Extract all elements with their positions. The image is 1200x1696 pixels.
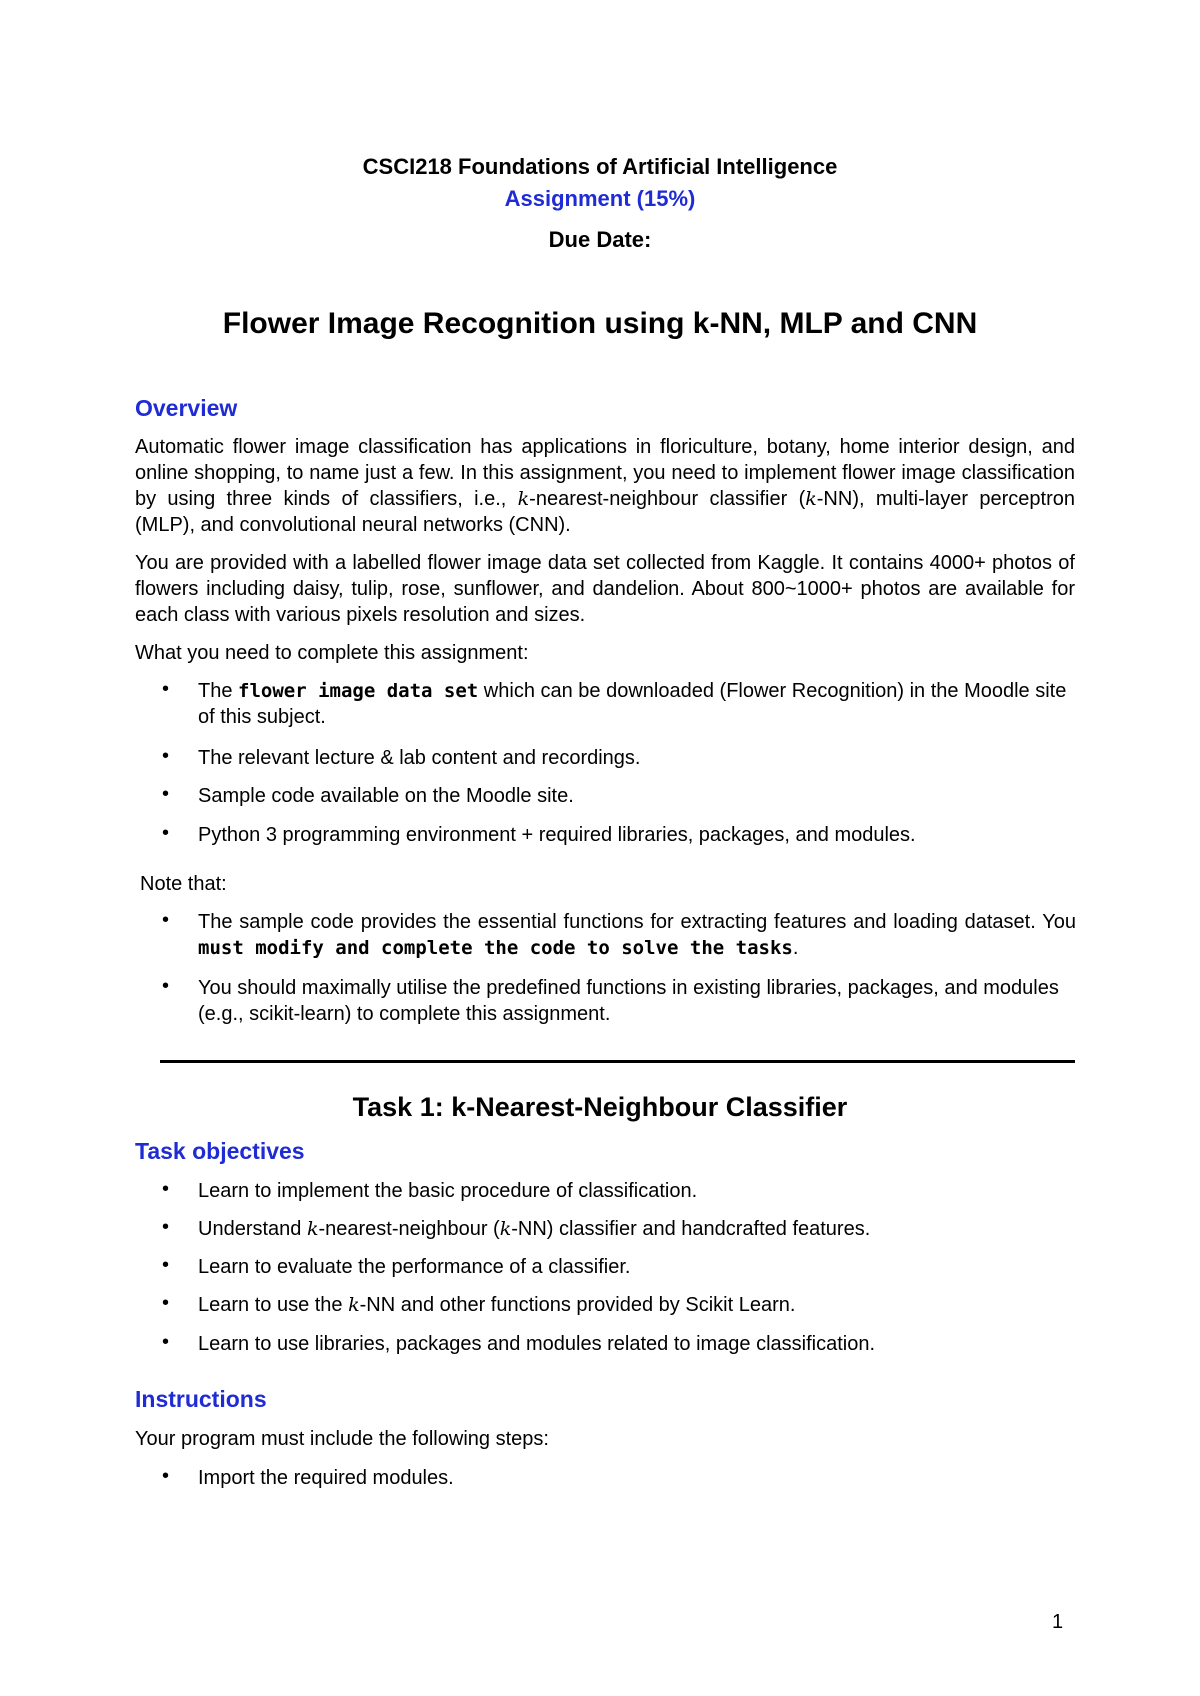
overview-paragraph-3: What you need to complete this assignment: <box>135 642 529 664</box>
assignment-weight: Assignment (15%) <box>504 186 696 211</box>
document-title: Flower Image Recognition using k-NN, MLP and CNN <box>222 307 978 340</box>
bullet-icon: • <box>162 909 170 931</box>
bullet-icon: • <box>162 1178 170 1200</box>
overview-paragraph-1: Automatic flower image classification has applications in floriculture, botany, home interior design, and online shopping, to name just a few. In this assignment, you need to implement flower image classification by using three kinds of classifiers, i.e., k-nearest-neighbour classifier (k-NN), multi-layer perceptron (MLP), and convolutional neural networks (CNN). <box>135 436 1076 536</box>
list-item: Learn to implement the basic procedure of classification. <box>198 1180 698 1202</box>
list-item: The sample code provides the essential functions for extracting features and loading dataset. You must modify and complete the code to solve the tasks. <box>198 911 1076 959</box>
bullet-icon: • <box>162 1465 170 1487</box>
list-item: The flower image data set which can be downloaded (Flower Recognition) in the Moodle site of this subject. <box>198 680 1067 728</box>
list-item: Learn to use libraries, packages and modules related to image classification. <box>198 1333 876 1355</box>
list-item: Understand k-nearest-neighbour (k-NN) classifier and handcrafted features. <box>198 1218 871 1240</box>
list-item: Learn to evaluate the performance of a classifier. <box>198 1256 631 1278</box>
bullet-icon: • <box>162 1331 170 1353</box>
list-item: Learn to use the k-NN and other functions provided by Scikit Learn. <box>198 1294 796 1316</box>
task-objectives-heading: Task objectives <box>135 1138 305 1164</box>
bullet-icon: • <box>162 678 170 700</box>
list-item: Import the required modules. <box>198 1467 454 1489</box>
instructions-heading: Instructions <box>135 1386 267 1412</box>
course-title: CSCI218 Foundations of Artificial Intelligence <box>362 154 838 179</box>
bullet-icon: • <box>162 1254 170 1276</box>
list-item: The relevant lecture & lab content and recordings. <box>198 747 641 769</box>
bullet-icon: • <box>162 1292 170 1314</box>
overview-paragraph-2: You are provided with a labelled flower image data set collected from Kaggle. It contains 4000+ photos of flowers including daisy, tulip, rose, sunflower, and dandelion. About 800~1000+ photos are available for each class with various pixels resolution and sizes. <box>135 552 1075 626</box>
section-divider <box>160 1060 1075 1063</box>
bullet-icon: • <box>162 783 170 805</box>
bullet-icon: • <box>162 975 170 997</box>
instructions-intro: Your program must include the following steps: <box>135 1428 549 1450</box>
due-date: Due Date: <box>548 227 652 252</box>
list-item: You should maximally utilise the predefined functions in existing libraries, packages, and modules (e.g., scikit-learn) to complete this assignment. <box>198 977 1059 1025</box>
list-item: Python 3 programming environment + required libraries, packages, and modules. <box>198 824 916 846</box>
list-item: Sample code available on the Moodle site. <box>198 785 574 807</box>
page-number: 1 <box>1052 1611 1064 1633</box>
bullet-icon: • <box>162 1216 170 1238</box>
bullet-icon: • <box>162 822 170 844</box>
task-1-title: Task 1: k-Nearest-Neighbour Classifier <box>352 1092 848 1122</box>
overview-heading: Overview <box>135 395 238 421</box>
note-label: Note that: <box>140 873 227 895</box>
bullet-icon: • <box>162 745 170 767</box>
